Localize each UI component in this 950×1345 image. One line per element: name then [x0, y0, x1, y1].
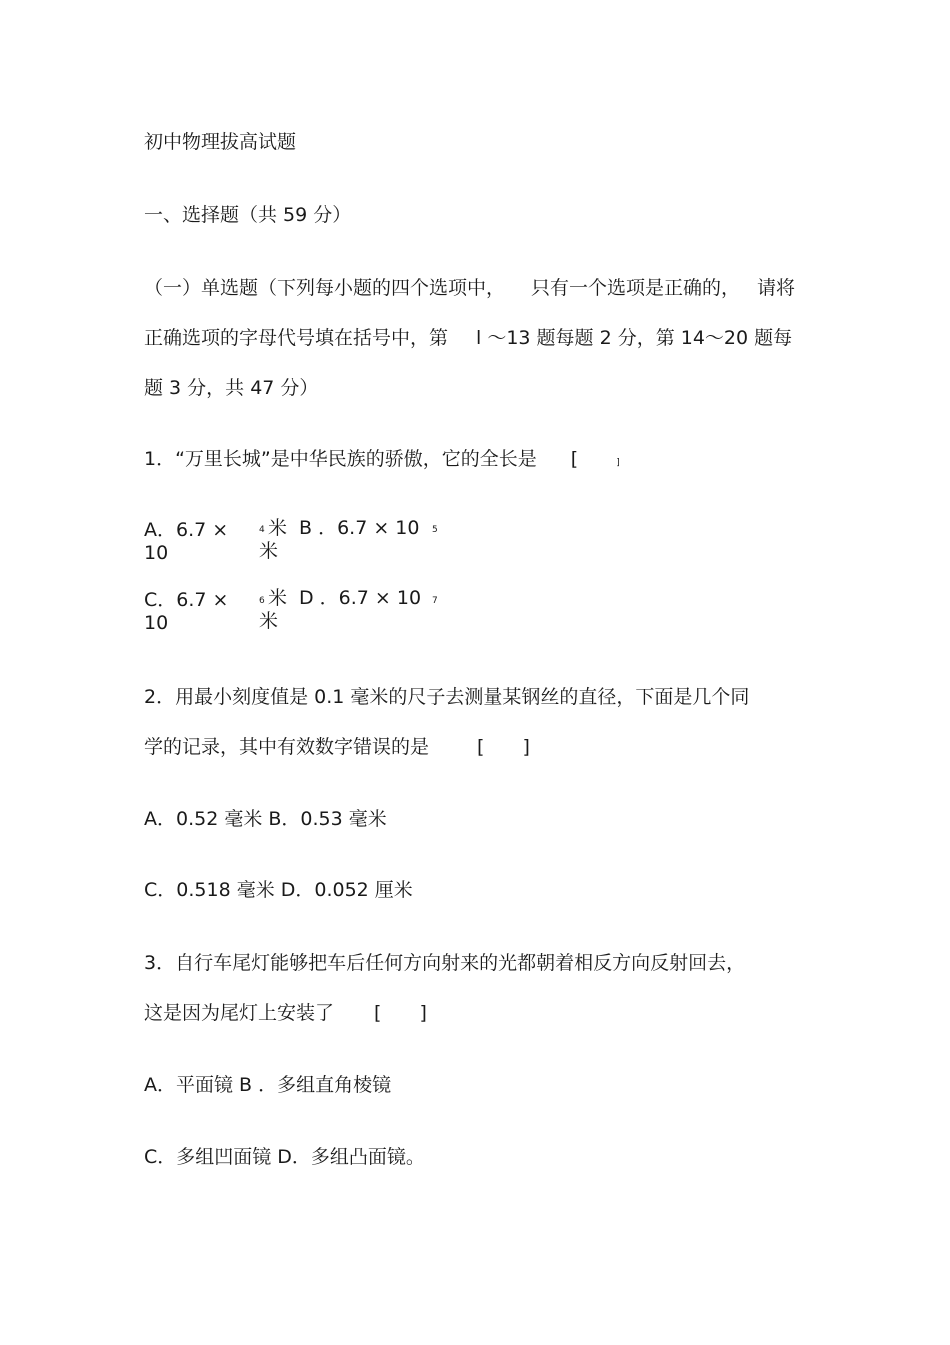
- option-a-exponent: 4: [259, 525, 265, 535]
- option-c-label: C．6.7 ×: [144, 589, 229, 611]
- option-d-unit: 米: [259, 610, 279, 632]
- option-a-label: A．6.7 ×: [144, 519, 229, 541]
- option-a-unit: 米: [268, 517, 288, 539]
- question-2-stem-line-1: 2．用最小刻度值是 0.1 毫米的尺子去测量某钢丝的直径，下面是几个同: [144, 686, 750, 708]
- option-d-exponent: 7: [432, 596, 438, 606]
- option-c-exponent: 6: [259, 596, 265, 606]
- option-b-exponent: 5: [432, 525, 438, 535]
- answer-bracket-close: ]: [522, 736, 530, 758]
- option-d-label: D ．6.7 × 10: [299, 587, 422, 609]
- answer-bracket-close: ]: [419, 1002, 427, 1024]
- question-2-options-line-1: A．0.52 毫米 B．0.53 毫米: [144, 808, 387, 830]
- question-3-options-line-1: A．平面镜 B ．多组直角棱镜: [144, 1074, 392, 1096]
- answer-bracket-close: ]: [616, 458, 620, 468]
- instructions-line-2: 正确选项的字母代号填在括号中，第 l ～13 题每题 2 分，第 14～20 题每: [144, 327, 793, 349]
- question-1-stem: 1．“万里长城”是中华民族的骄傲，它的全长是 [ ]: [144, 448, 620, 470]
- answer-bracket-open: [: [570, 448, 579, 470]
- option-b-label: B ．6.7 × 10: [299, 517, 420, 539]
- question-2-options-line-2: C．0.518 毫米 D．0.052 厘米: [144, 879, 413, 901]
- option-c-base: 10: [144, 612, 169, 634]
- question-3-stem-line-2: 这是因为尾灯上安装了 [ ]: [144, 1002, 427, 1024]
- option-b-unit: 米: [259, 540, 279, 562]
- answer-bracket-open: [: [477, 736, 485, 758]
- answer-bracket-open: [: [374, 1002, 382, 1024]
- option-c-unit: 米: [268, 587, 288, 609]
- question-3-options-line-2: C．多组凹面镜 D．多组凸面镜。: [144, 1146, 425, 1168]
- option-a-base: 10: [144, 542, 169, 564]
- instructions-line-1: （一）单选题（下列每小题的四个选项中， 只有一个选项是正确的， 请将: [144, 277, 796, 299]
- question-2-stem-line-2: 学的记录，其中有效数字错误的是 [ ]: [144, 736, 530, 758]
- page-title: 初中物理拔高试题: [144, 131, 297, 153]
- section-heading: 一、选择题（共 59 分）: [144, 204, 352, 226]
- instructions-line-3: 题 3 分，共 47 分）: [144, 377, 319, 399]
- question-3-stem-line-1: 3．自行车尾灯能够把车后任何方向射来的光都朝着相反方向反射回去，: [144, 952, 746, 974]
